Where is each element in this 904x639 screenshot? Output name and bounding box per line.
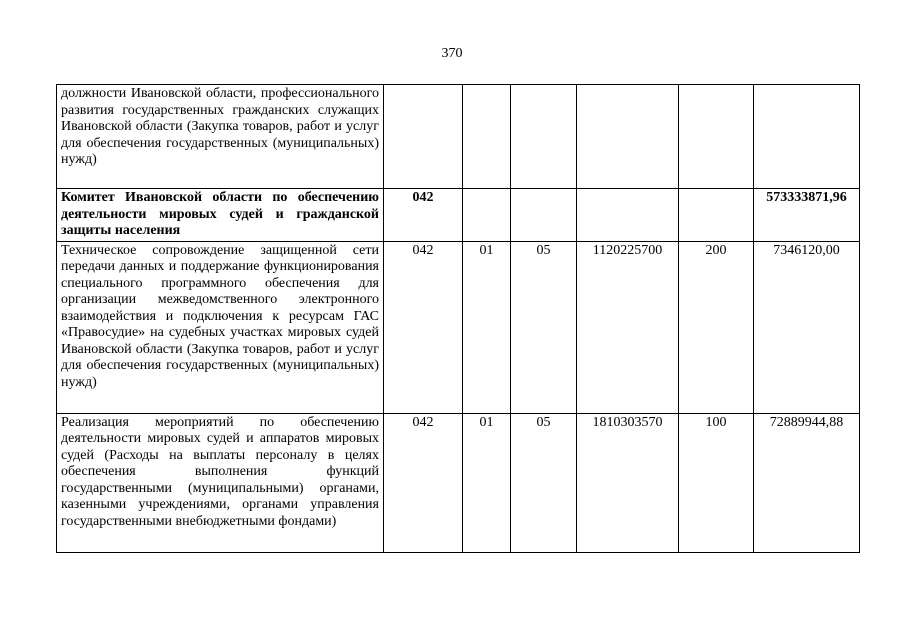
row-csr-code: 1120225700 xyxy=(577,241,679,413)
row-csr-code xyxy=(577,85,679,189)
row-amount: 7346120,00 xyxy=(754,241,860,413)
row-amount xyxy=(754,85,860,189)
row-gr-code: 042 xyxy=(384,413,463,552)
row-vr-code xyxy=(679,85,754,189)
row-description: Техническое сопровождение защищенной сети передачи данных и поддержание функционирования специального программного обеспечения для организации межведомственного электронного взаимодействия и подключения к ресурсам ГАС «Правосудие» на судебных участках мировых судей Ивановской области (Закупка товаров, работ и услуг для обеспечения государственных (муниципальных) нужд) xyxy=(57,241,384,413)
row-vr-code: 100 xyxy=(679,413,754,552)
row-rz-code: 01 xyxy=(463,241,511,413)
row-rz-code xyxy=(463,85,511,189)
row-description: должности Ивановской области, профессионального развития государственных гражданских служащих Ивановской области (Закупка товаров, работ и услуг для обеспечения государственных (муниципальных) нужд) xyxy=(57,85,384,189)
row-vr-code xyxy=(679,189,754,242)
row-pr-code xyxy=(511,85,577,189)
page-number: 370 xyxy=(441,46,463,61)
table-row xyxy=(57,241,860,413)
row-pr-code: 05 xyxy=(511,241,577,413)
row-csr-code: 1810303570 xyxy=(577,413,679,552)
table-row xyxy=(57,189,860,242)
row-gr-code xyxy=(384,85,463,189)
row-amount: 72889944,88 xyxy=(754,413,860,552)
row-gr-code: 042 xyxy=(384,241,463,413)
table-row xyxy=(57,413,860,552)
row-amount: 573333871,96 xyxy=(754,189,860,242)
row-gr-code: 042 xyxy=(384,189,463,242)
row-rz-code: 01 xyxy=(463,413,511,552)
budget-table xyxy=(56,84,860,553)
row-description: Комитет Ивановской области по обеспечению деятельности мировых судей и гражданской защиты населения xyxy=(57,189,384,242)
table-row xyxy=(57,85,860,189)
row-csr-code xyxy=(577,189,679,242)
row-description: Реализация мероприятий по обеспечению деятельности мировых судей и аппаратов мировых судей (Расходы на выплаты персоналу в целях обеспечения выполнения функций государственными (муниципальными) органами, казенными учреждениями, органами управления государственными внебюджетными фондами) xyxy=(57,413,384,552)
row-pr-code: 05 xyxy=(511,413,577,552)
row-rz-code xyxy=(463,189,511,242)
row-vr-code: 200 xyxy=(679,241,754,413)
row-pr-code xyxy=(511,189,577,242)
